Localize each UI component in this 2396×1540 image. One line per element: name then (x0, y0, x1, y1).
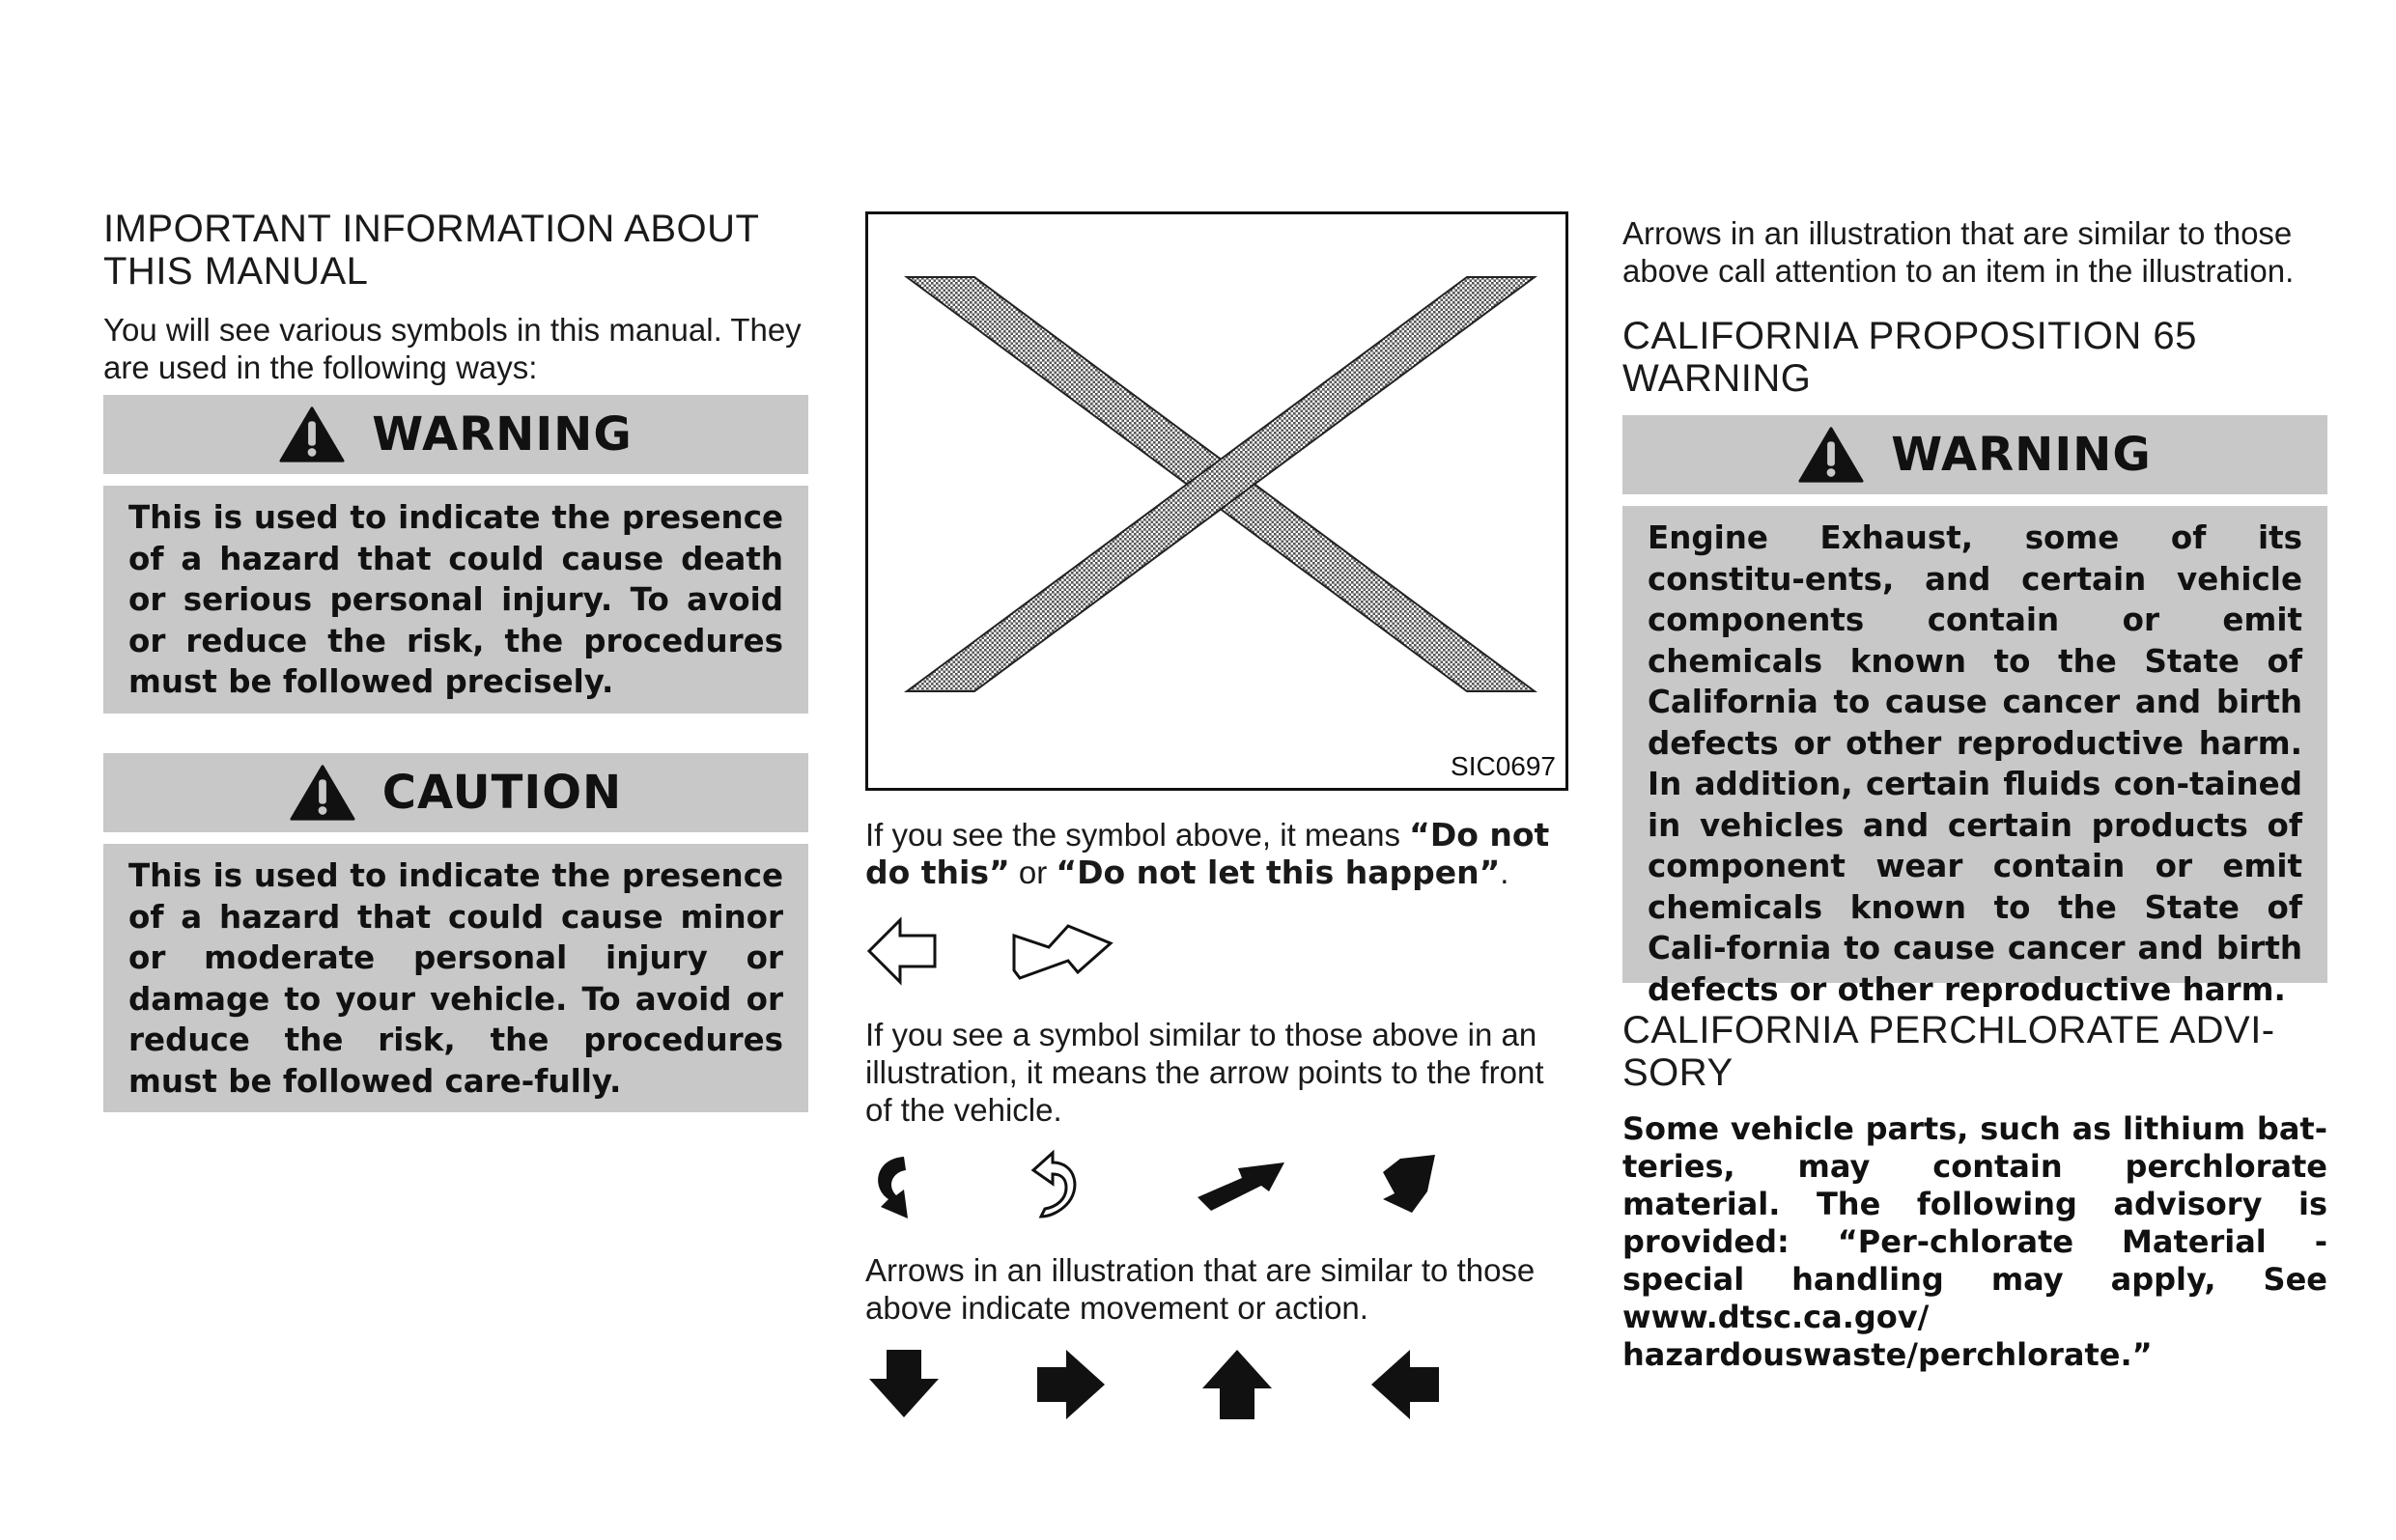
warning-triangle-icon (1798, 426, 1864, 484)
section-heading-perchlorate (1622, 1009, 2275, 1094)
heading-line: IMPORTANT INFORMATION ABOUT (103, 208, 760, 250)
warning-triangle-icon (279, 406, 345, 463)
heading-line: THIS MANUAL (103, 250, 369, 293)
section-heading-manual-info (103, 208, 759, 293)
caution-label: CAUTION (381, 766, 623, 820)
cross-x-icon (868, 214, 1565, 788)
arrow-down-icon (865, 1348, 943, 1421)
heading-line: SORY (1622, 1051, 1734, 1094)
movement-arrow-row (865, 1149, 1568, 1226)
caution-body (103, 844, 808, 1112)
do-not-figure (865, 211, 1568, 791)
warning-text: This is used to indicate the presence of a hazard that could cause death or serious personal injury. To avoid or reduce the risk, the procedures must be followed precisely. (128, 499, 783, 700)
outline-arrow-up-right-icon (1010, 912, 1116, 990)
heading-line: CALIFORNIA PROPOSITION 65 (1622, 315, 2197, 357)
outline-arrow-left-icon (865, 912, 943, 990)
caution-header (103, 753, 808, 832)
attention-arrow-row (865, 1348, 1568, 1425)
prop65-warning-header (1622, 415, 2327, 494)
curved-arrow-down-icon (865, 1149, 923, 1226)
warning-triangle-icon (290, 764, 355, 822)
warning-label: WARNING (372, 407, 633, 462)
warning-header (103, 395, 808, 474)
warning-body (103, 486, 808, 714)
perchlorate-advisory-text: Some vehicle parts, such as lithium bat-teries, may contain perchlorate material. The following advisory is provided: “Per-chlorate Material - special handling may apply, See www.dtsc.ca.gov/ hazardouswaste/perchlorate.” (1622, 1110, 2327, 1373)
heading-line: WARNING (1622, 357, 1812, 400)
heading-line: CALIFORNIA PERCHLORATE ADVI- (1622, 1009, 2275, 1051)
curved-arrow-return-icon (1028, 1149, 1085, 1226)
diagonal-arrow-up-right-icon (1194, 1159, 1290, 1217)
front-arrows-explanation: If you see a symbol similar to those above in an illustration, it means the arrow points to the front of the vehicle. (865, 1017, 1544, 1128)
prop65-warning-body (1622, 506, 2327, 1008)
symbol-explanation: If you see the symbol above, it means “Do not do this” or “Do not let this happen”. (865, 816, 1550, 891)
arrow-up-icon (1198, 1348, 1276, 1421)
prop65-warning-text: Engine Exhaust, some of its constitu-ents, and certain vehicle components contain or emit chemicals known to the State of California to cause cancer and birth defects or other reproductive harm. In addition, certain fluids con-tained in vehicles and certain products of component wear contain or emit chemicals known to the State of Cali-fornia to cause cancer and birth defects or other reproductive harm. (1648, 519, 2302, 1008)
intro-paragraph: You will see various symbols in this manual. They are used in the following ways: (103, 312, 802, 385)
prop65-warning-label: WARNING (1891, 428, 2152, 482)
caution-text: This is used to indicate the presence of a hazard that could cause minor or moderate personal injury or damage to your vehicle. To avoid or reduce the risk, the procedures must be followed care-fully. (128, 857, 783, 1100)
attention-explanation: Arrows in an illustration that are similar to those above call attention to an item in the illustration. (1622, 215, 2295, 289)
movement-explanation: Arrows in an illustration that are similar to those above indicate movement or action. (865, 1252, 1536, 1326)
front-arrow-row (865, 912, 1568, 990)
section-heading-prop65 (1622, 315, 2197, 400)
figure-code: SIC0697 (1451, 751, 1556, 781)
arrow-right-icon (1035, 1348, 1109, 1421)
arrow-left-icon (1367, 1348, 1441, 1421)
diagonal-arrow-down-left-icon (1375, 1153, 1443, 1220)
